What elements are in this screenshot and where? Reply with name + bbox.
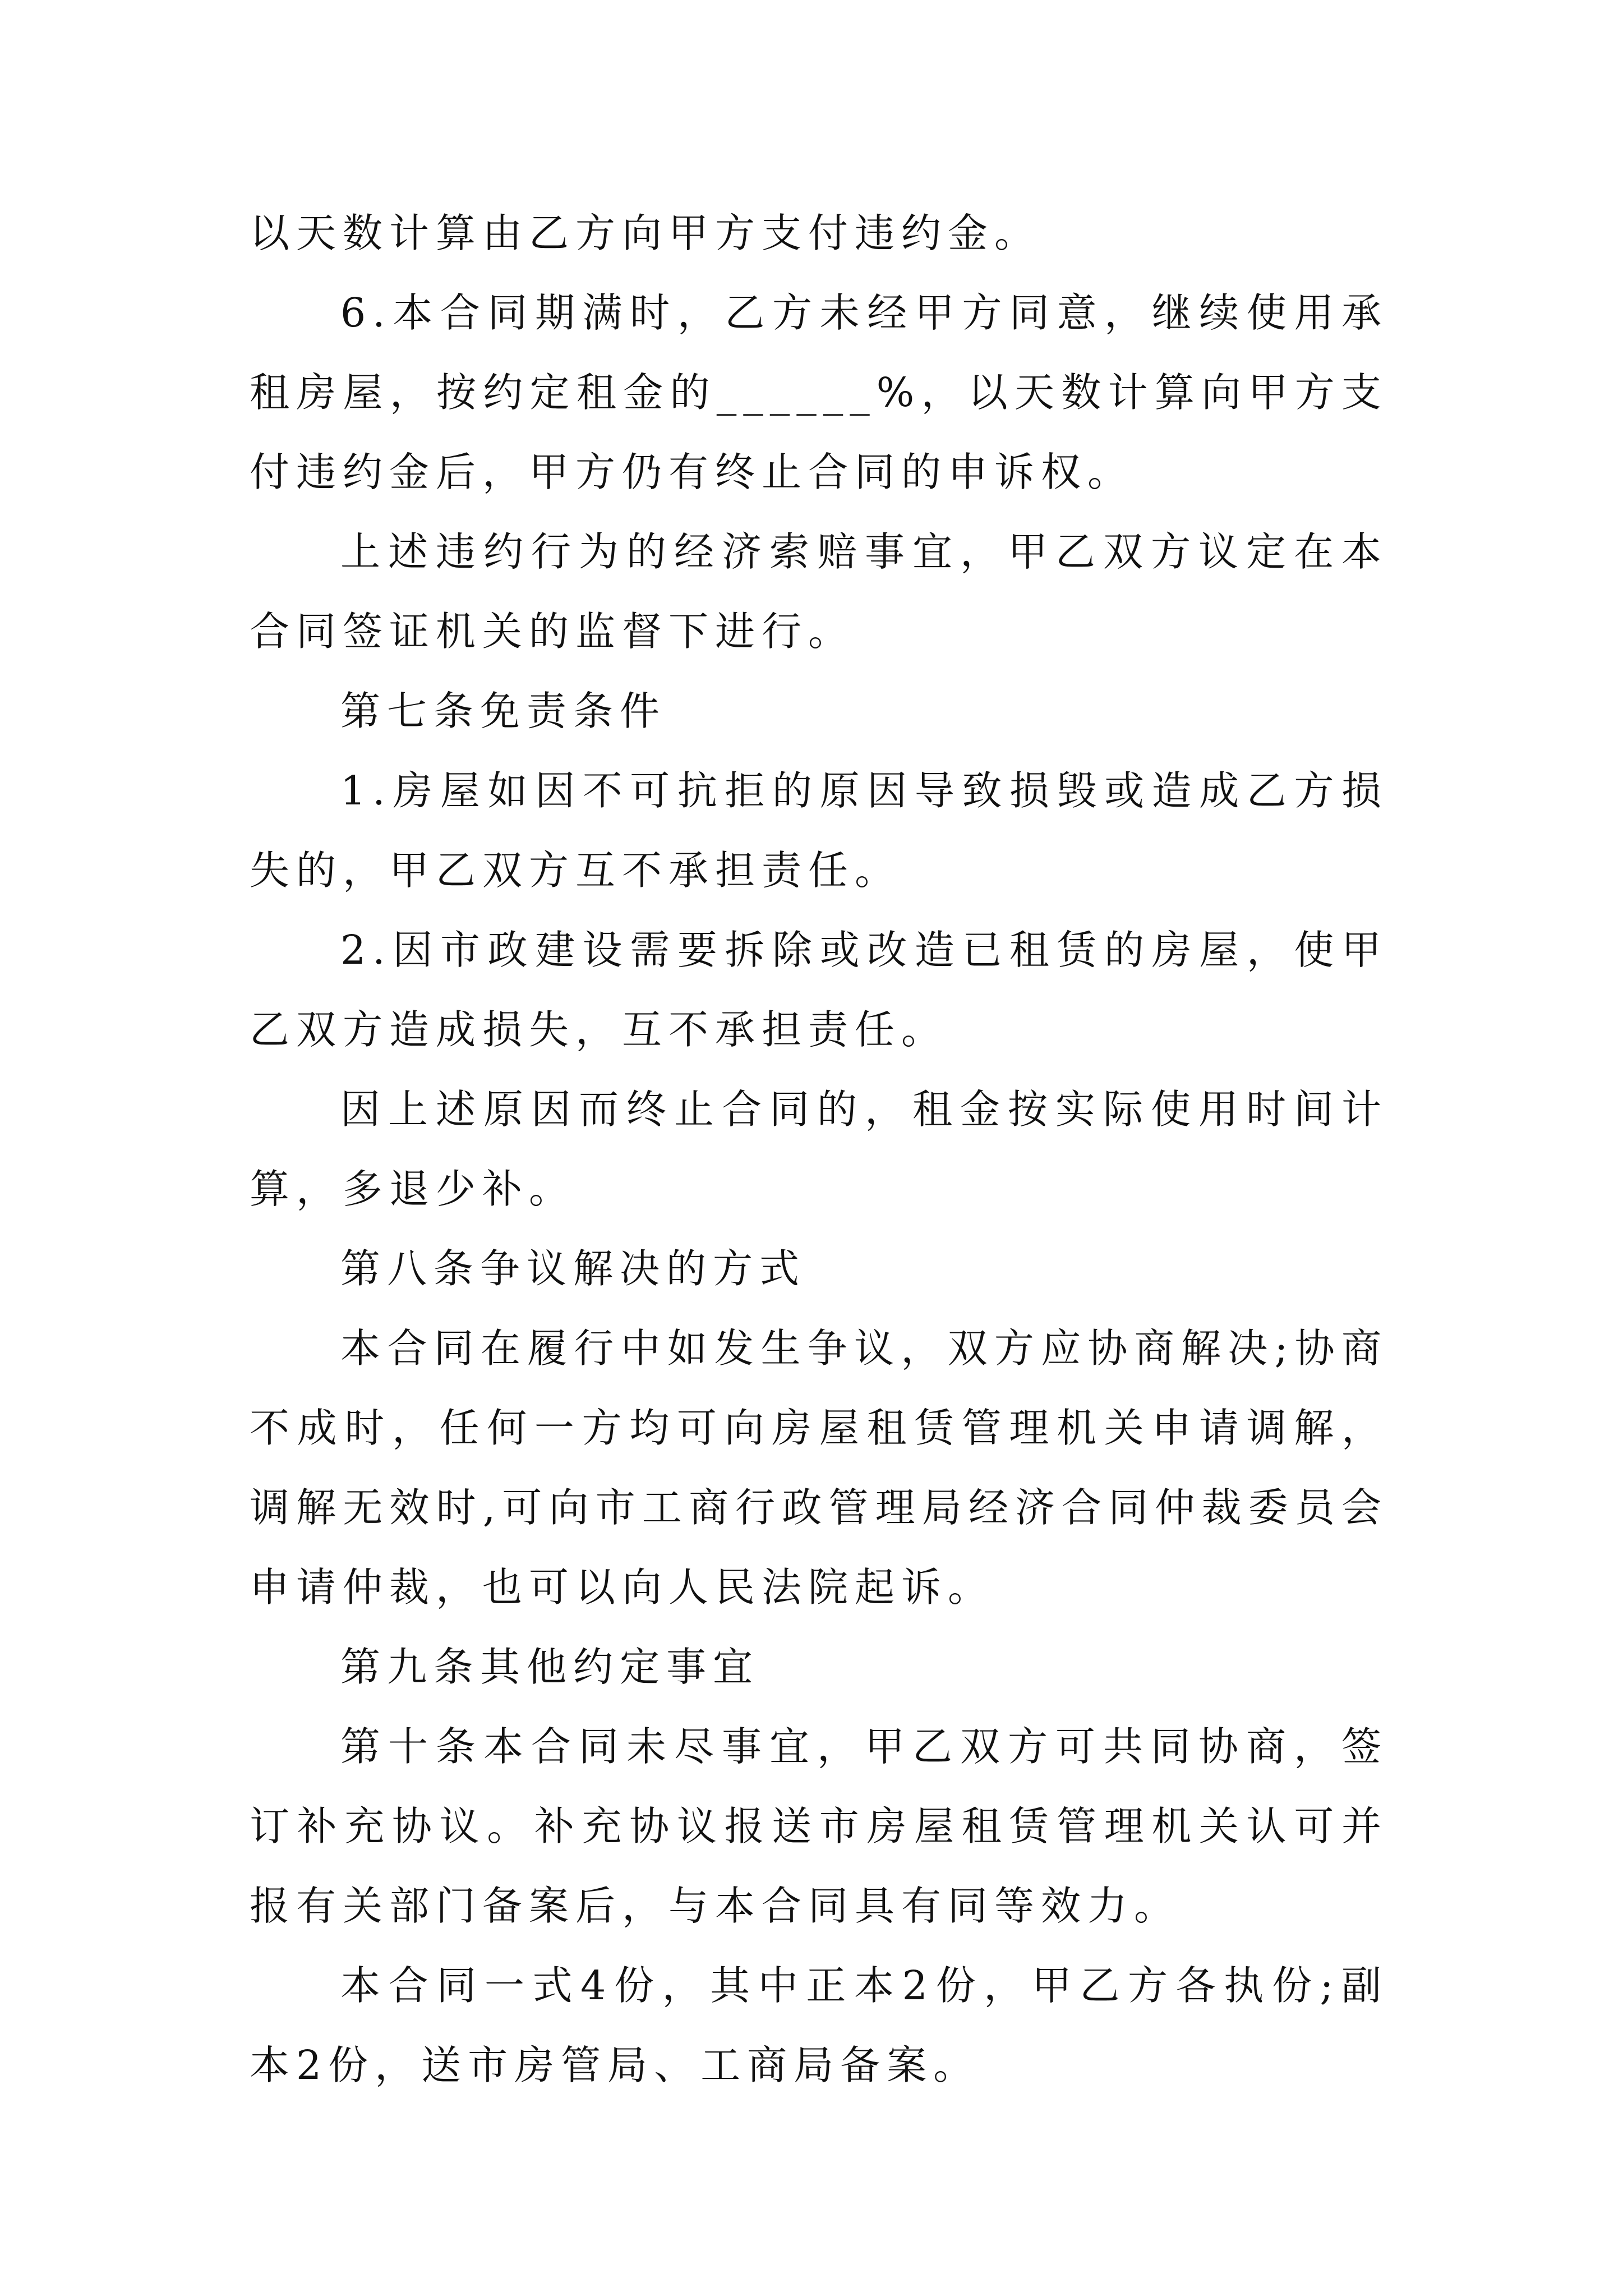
section-heading: 第八条争议解决的方式: [340, 1245, 806, 1292]
paragraph: 2.因市政建设需要拆除或改造已租赁的房屋，使甲乙双方造成损失，互不承担责任。: [250, 927, 1388, 1053]
section-heading: 第七条免责条件: [340, 688, 667, 734]
paragraph: 本合同在履行中如发生争议，双方应协商解决;协商不成时，任何一方均可向房屋租赁管理机关申请调解，调解无效时,可向市工商行政管理局经济合同仲裁委员会申请仲裁，也可以向人民法院起诉。: [250, 1325, 1388, 1611]
paragraph: 上述违约行为的经济索赔事宜，甲乙双方议定在本合同签证机关的监督下进行。: [250, 528, 1388, 655]
paragraph: 本合同一式4份，其中正本2份，甲乙方各执份;副本2份，送市房管局、工商局备案。: [250, 1962, 1388, 2088]
document-body: [250, 194, 1388, 2105]
paragraph: 6.本合同期满时，乙方未经甲方同意，继续使用承租房屋，按约定租金的______%，以天数计算向甲方支付违约金后，甲方仍有终止合同的申诉权。: [250, 289, 1388, 495]
section-heading: 第九条其他约定事宜: [340, 1644, 760, 1690]
paragraph: 以天数计算由乙方向甲方支付违约金。: [250, 210, 1041, 256]
paragraph: 第十条本合同未尽事宜，甲乙双方可共同协商，签订补充协议。补充协议报送市房屋租赁管理机关认可并报有关部门备案后，与本合同具有同等效力。: [250, 1723, 1388, 1929]
paragraph: 1.房屋如因不可抗拒的原因导致损毁或造成乙方损失的，甲乙双方互不承担责任。: [250, 767, 1388, 894]
paragraph: 因上述原因而终止合同的，租金按实际使用时间计算，多退少补。: [250, 1086, 1388, 1212]
